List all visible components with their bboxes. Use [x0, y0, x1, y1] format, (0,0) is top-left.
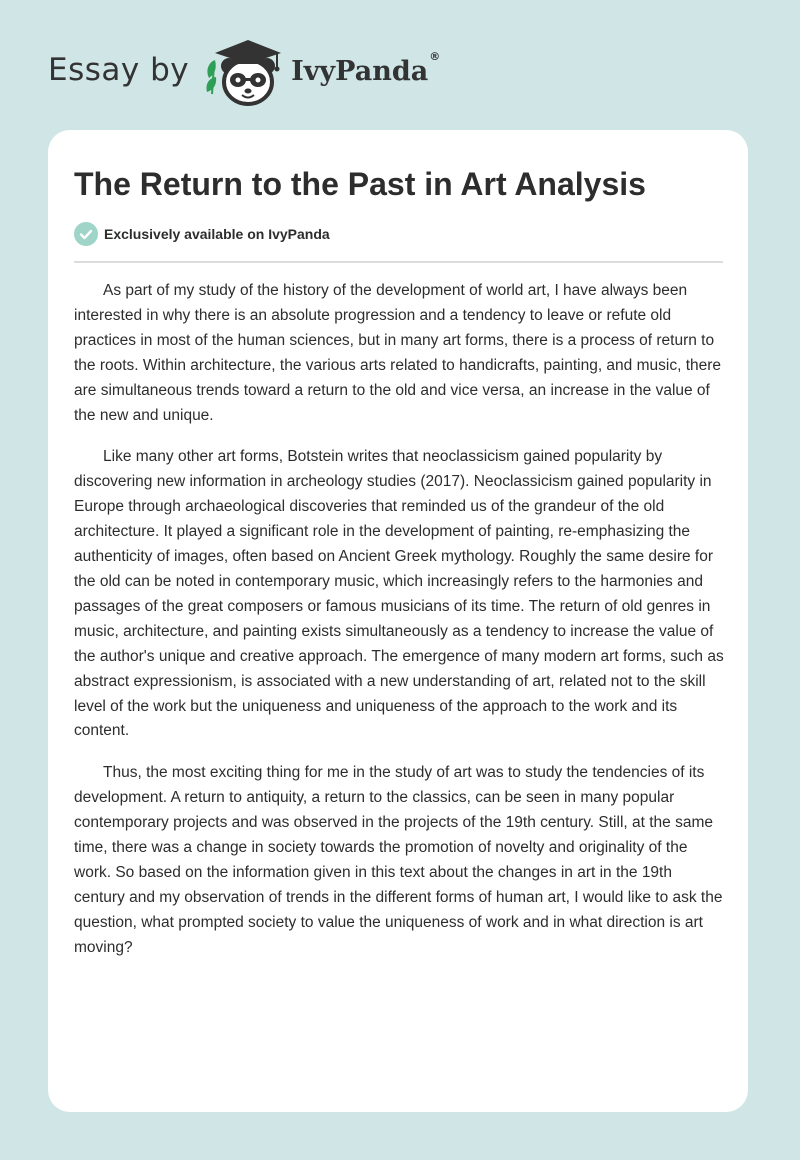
brand-header — [48, 36, 440, 108]
title-divider — [74, 261, 723, 263]
paragraph-1: As part of my study of the history of the development of world art, I have always been interested in why there is an absolute progression and a tendency to leave or refute old practices in most of the human sciences, but in many art forms, there is a process of return to the roots. Within architecture, the various arts related to handicrafts, painting, and music, there are simultaneous trends toward a return to the old and vice versa, an increase in the value of the new and unique. — [74, 282, 722, 424]
page-title: The Return to the Past in Art Analysis — [74, 166, 646, 202]
essay-body — [74, 279, 726, 978]
essay-card — [48, 130, 748, 1112]
brand-prefix: Essay by — [48, 52, 190, 88]
paragraph-3: Thus, the most exciting thing for me in the study of art was to study the tendencies of its development. A return to antiquity, a return to the classics, can be seen in many popular contemporary projects and was observed in the projects of the 19th century. Still, at the same time, there was a change in society towards the promotion of novelty and originality of the work. So based on the information given in this text about the changes in art in the 19th century and my observation of trends in the different forms of human art, I would like to ask the question, what prompted society to value the uniqueness of work and in what direction is art moving? — [74, 764, 723, 956]
exclusive-badge — [74, 222, 330, 246]
panda-graduate-logo-icon[interactable] — [203, 36, 289, 108]
check-circle-icon — [74, 222, 98, 246]
registered-mark: ® — [429, 49, 441, 63]
brand-name: IvyPanda — [291, 55, 429, 87]
paragraph-2: Like many other art forms, Botstein writes that neoclassicism gained popularity by discovering new information in archeology studies (2017). Neoclassicism gained popularity in Europe through archaeological discoveries that reminded us of the grandeur of the old architecture. It played a significant role in the development of painting, re-emphasizing the authenticity of images, often based on Ancient Greek mythology. Roughly the same desire for the old can be noted in contemporary music, which increasingly refers to the harmonies and passages of the great composers or famous musicians of its time. The return of old genres in music, architecture, and painting exists simultaneously as a tendency to increase the value of the author's unique and creative approach. The emergence of many modern art forms, such as abstract expressionism, is associated with a new understanding of art, related not to the skill level of the work but the uniqueness and uniqueness of the approach to the work and its content. — [74, 448, 724, 740]
badge-text: Exclusively available on IvyPanda — [104, 226, 330, 242]
